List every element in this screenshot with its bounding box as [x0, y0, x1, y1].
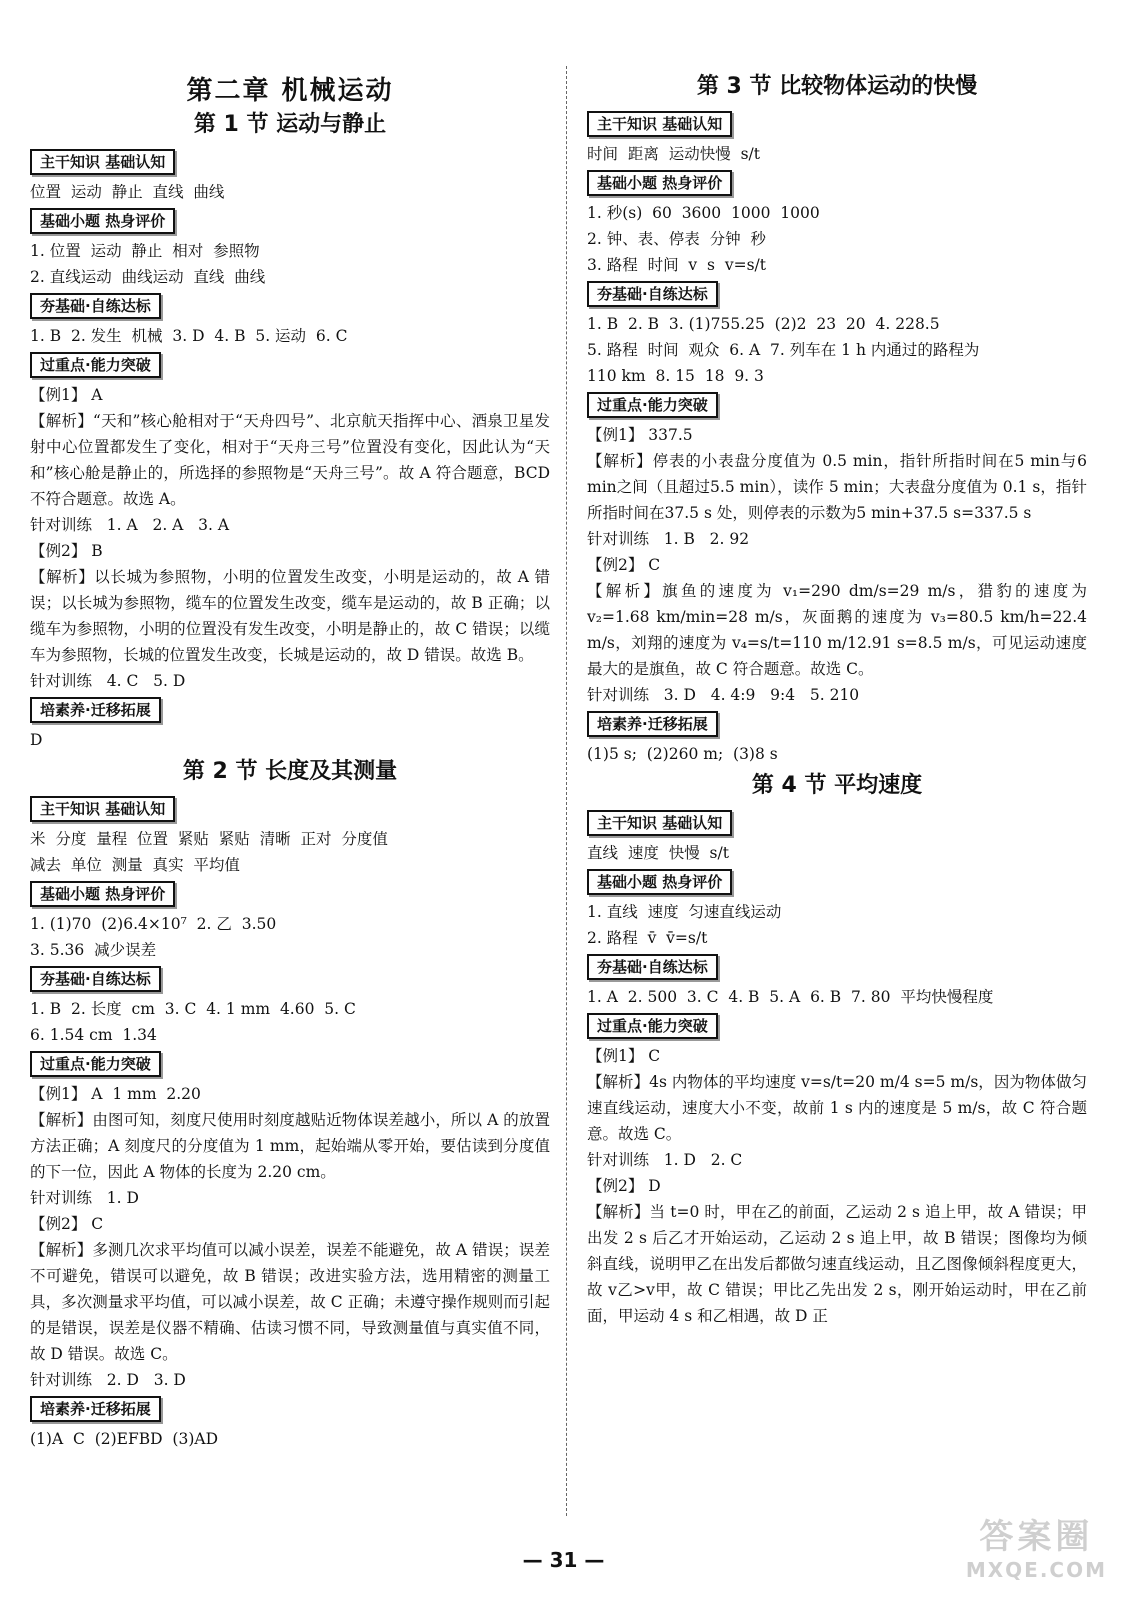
answer-line: 位置 运动 静止 直线 曲线	[30, 183, 225, 201]
answer-line: 时间 距离 运动快慢 s/t	[587, 145, 760, 163]
column-divider	[566, 66, 567, 1516]
training-line: 针对训练 1. D 2. C	[587, 1151, 743, 1169]
answer-line: 减去 单位 测量 真实 平均值	[30, 856, 240, 874]
section-label: 主干知识 基础认知	[587, 810, 732, 836]
answer-line: 1. (1)70 (2)6.4×10⁷ 2. 乙 3.50	[30, 915, 277, 933]
answer-line: 1. 直线 速度 匀速直线运动	[587, 903, 782, 921]
watermark-logo	[966, 1509, 1107, 1582]
analysis-paragraph: 【解析】当 t=0 时，甲在乙的前面，乙运动 2 s 追上甲，故 A 错误；甲出发 2 s 后乙才开始运动，乙运动 2 s 追上甲，故 B 错误；图像均为倾斜直线，说明甲乙在出发后都做匀速直线运动，且乙图像倾斜程度更大，故 v乙>v甲，故 C 错误；甲比乙先出发 2 s，刚开始运动时，甲在乙前面，甲运动 4 s 和乙相遇，故 D 正	[587, 1203, 1087, 1325]
training-line: 针对训练 1. A 2. A 3. A	[30, 516, 230, 534]
training-line: 针对训练 2. D 3. D	[30, 1371, 186, 1389]
section-label: 培素养·迁移拓展	[30, 1396, 161, 1422]
answer-line: 2. 直线运动 曲线运动 直线 曲线	[30, 268, 266, 286]
answer-line: 米 分度 量程 位置 紧贴 紧贴 清晰 正对 分度值	[30, 830, 388, 848]
analysis-paragraph: 【解析】多测几次求平均值可以减小误差，误差不能避免，故 A 错误；误差不可避免，错误可以避免，故 B 错误；改进实验方法，选用精密的测量工具，多次测量求平均值，可以减小误差，故 C 正确；未遵守操作规则而引起的是错误，误差是仪器不精确、估读习惯不同，导致测量值与真实值不同，故 D 错误。故选 C。	[30, 1241, 550, 1363]
section-label: 过重点·能力突破	[30, 352, 161, 378]
section-label: 夯基础·自练达标	[587, 281, 718, 307]
answer-line: 1. 秒(s) 60 3600 1000 1000	[587, 204, 820, 222]
section-label: 培素养·迁移拓展	[30, 697, 161, 723]
section-label: 主干知识 基础认知	[30, 796, 175, 822]
left-column	[30, 68, 550, 1452]
answer-line: 5. 路程 时间 观众 6. A 7. 列车在 1 h 内通过的路程为	[587, 341, 980, 359]
section-label: 夯基础·自练达标	[587, 954, 718, 980]
section-label: 基础小题 热身评价	[587, 869, 732, 895]
analysis-paragraph: 【解析】旗鱼的速度为 v₁=290 dm/s=29 m/s，猎豹的速度为 v₂=1.68 km/min=28 m/s，灰面鹅的速度为 v₃=80.5 km/h=22.4 m/s，刘翔的速度为 v₄=s/t=110 m/12.91 s=8.5 m/s，可见运动速度最大的是旗鱼，故 C 符合题意。故选 C。	[587, 582, 1087, 678]
answer-line: 110 km 8. 15 18 9. 3	[587, 367, 764, 385]
example-line: 【例2】 C	[587, 556, 661, 574]
section-label: 夯基础·自练达标	[30, 293, 161, 319]
answer-line: (1)5 s; (2)260 m; (3)8 s	[587, 745, 778, 763]
page-number: — 31 —	[522, 1548, 605, 1572]
example-line: 【例2】 C	[30, 1215, 104, 1233]
answer-line: 2. 钟、表、停表 分钟 秒	[587, 230, 766, 248]
answer-line: 1. B 2. 长度 cm 3. C 4. 1 mm 4.60 5. C	[30, 1000, 356, 1018]
section-label: 培素养·迁移拓展	[587, 711, 718, 737]
training-line: 针对训练 4. C 5. D	[30, 672, 186, 690]
answer-line: (1)A C (2)EFBD (3)AD	[30, 1430, 218, 1448]
example-line: 【例2】 B	[30, 542, 103, 560]
example-line: 【例1】 A 1 mm 2.20	[30, 1085, 201, 1103]
analysis-paragraph: 【解析】以长城为参照物，小明的位置发生改变，小明是运动的，故 A 错误；以长城为参照物，缆车的位置发生改变，缆车是运动的，故 B 正确；以缆车为参照物，小明的位置没有发生改变，小明是静止的，故 C 错误；以缆车为参照物，长城的位置发生改变，长城是运动的，故 D 错误。故选 B。	[30, 568, 550, 664]
section-label: 过重点·能力突破	[30, 1051, 161, 1077]
answer-line: D	[30, 731, 43, 749]
example-line: 【例1】 337.5	[587, 426, 693, 444]
section-label: 过重点·能力突破	[587, 1013, 718, 1039]
example-line: 【例1】 A	[30, 386, 103, 404]
analysis-paragraph: 【解析】“天和”核心舱相对于“天舟四号”、北京航天指挥中心、酒泉卫星发射中心位置都发生了变化，相对于“天舟三号”位置没有变化，因此认为“天和”核心舱是静止的，所选择的参照物是“天舟三号”。故 A 符合题意，BCD 不符合题意。故选 A。	[30, 412, 550, 508]
section-label: 主干知识 基础认知	[587, 111, 732, 137]
analysis-paragraph: 【解析】停表的小表盘分度值为 0.5 min，指针所指时间在5 min与6 min之间（且超过5.5 min），读作 5 min；大表盘分度值为 0.1 s，指针所指时间在37.5 s 处，则停表的示数为5 min+37.5 s=337.5 s	[587, 452, 1087, 522]
example-line: 【例2】 D	[587, 1177, 661, 1195]
answer-line: 1. A 2. 500 3. C 4. B 5. A 6. B 7. 80 平均快慢程度	[587, 988, 994, 1006]
section-label: 主干知识 基础认知	[30, 149, 175, 175]
section-label: 夯基础·自练达标	[30, 966, 161, 992]
analysis-paragraph: 【解析】由图可知，刻度尺使用时刻度越贴近物体误差越小，所以 A 的放置方法正确；A 刻度尺的分度值为 1 mm，起始端从零开始，要估读到分度值的下一位，因此 A 物体的长度为 2.20 cm。	[30, 1111, 550, 1181]
answer-line: 6. 1.54 cm 1.34	[30, 1026, 157, 1044]
training-line: 针对训练 1. B 2. 92	[587, 530, 750, 548]
section-label: 基础小题 热身评价	[30, 881, 175, 907]
answer-line: 1. B 2. 发生 机械 3. D 4. B 5. 运动 6. C	[30, 327, 348, 345]
section-title: 第 2 节 长度及其测量	[182, 759, 398, 784]
analysis-paragraph: 【解析】4s 内物体的平均速度 v=s/t=20 m/4 s=5 m/s，因为物体做匀速直线运动，速度大小不变，故前 1 s 内的速度是 5 m/s，故 C 符合题意。故选 C。	[587, 1073, 1087, 1143]
training-line: 针对训练 3. D 4. 4:9 9:4 5. 210	[587, 686, 860, 704]
answer-line: 直线 速度 快慢 s/t	[587, 844, 729, 862]
answer-line: 3. 路程 时间 v s v=s/t	[587, 256, 766, 274]
section-title: 第 1 节 运动与静止	[193, 112, 387, 137]
answer-line: 2. 路程 v̄ v̄=s/t	[587, 929, 708, 947]
answer-line: 1. 位置 运动 静止 相对 参照物	[30, 242, 260, 260]
answer-line: 3. 5.36 减少误差	[30, 941, 157, 959]
section-title: 第 3 节 比较物体运动的快慢	[696, 74, 978, 99]
section-label: 基础小题 热身评价	[30, 208, 175, 234]
example-line: 【例1】 C	[587, 1047, 661, 1065]
section-label: 基础小题 热身评价	[587, 170, 732, 196]
watermark-logo-text: 答案圈	[979, 1517, 1094, 1557]
chapter-title: 第二章 机械运动	[186, 76, 394, 106]
watermark-url: MXQE.COM	[965, 1558, 1107, 1582]
right-column	[587, 68, 1087, 1329]
training-line: 针对训练 1. D	[30, 1189, 139, 1207]
section-label: 过重点·能力突破	[587, 392, 718, 418]
answer-line: 1. B 2. B 3. (1)755.25 (2)2 23 20 4. 228.5	[587, 315, 940, 333]
section-title: 第 4 节 平均速度	[751, 773, 923, 798]
